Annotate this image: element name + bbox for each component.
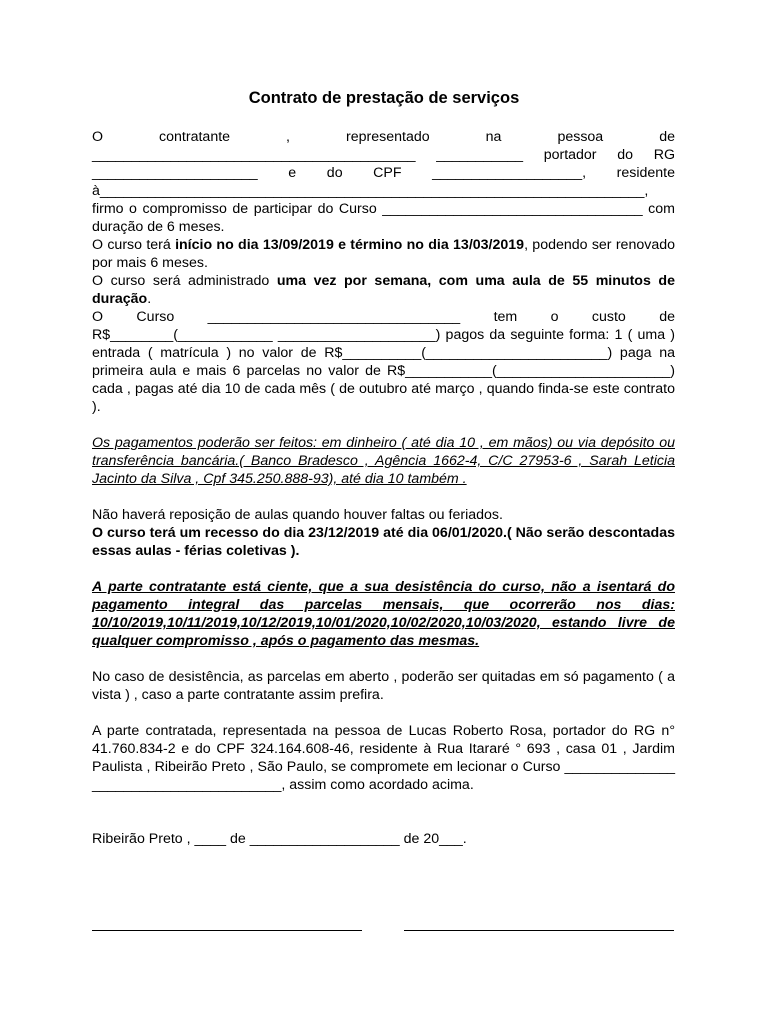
outstanding-installments-paragraph: No caso de desistência, as parcelas em aberto , poderão ser quitadas em só pagamento ( a vista ) , caso a parte contratante assim prefira.: [92, 669, 675, 703]
contractor-signature-line: [92, 914, 362, 931]
course-dates-renewal: , podendo ser renovado por mais 6 meses.: [92, 237, 675, 271]
course-dates-paragraph: [92, 236, 675, 272]
recess-paragraph: O curso terá um recesso do dia 23/12/2019 até dia 06/01/2020.( Não serão descontadas essas aulas - férias coletivas ).: [92, 525, 675, 559]
document-title: Contrato de prestação de serviços: [248, 89, 520, 107]
course-schedule-bold: uma vez por semana, com uma aula de 55 minutos de duração: [92, 273, 675, 307]
payment-methods-paragraph: Os pagamentos poderão ser feitos: em dinheiro ( até dia 10 , em mãos) ou via depósito ou transferência bancária.( Banco Bradesco , Agência 1662-4, C/C 27953-6 , Sarah Leticia Jacinto da Silva , Cpf 345.250.888-93), até dia 10 também .: [92, 435, 675, 487]
no-replacement-paragraph: Não haverá reposição de aulas quando houver faltas ou feriados.: [92, 507, 503, 523]
course-dates-intro: O curso terá: [92, 237, 176, 253]
place-date-line: Ribeirão Preto , ____ de ___________________ de 20___.: [92, 831, 467, 847]
course-schedule-paragraph: [92, 272, 675, 308]
course-cost-paragraph: O Curso ________________________________ tem o custo de R$________(____________ ____________________) pagos da seguinte forma: 1 ( uma ) entrada ( matrícula ) no valor de R$__________(_______________________) paga na primeira aula e mais 6 parcelas no valor de R$___________(______________________) cada , pagas até dia 10 de cada mês ( de outubro até março , quando finda-se este contrato ).: [92, 309, 675, 415]
contracted-party-paragraph: A parte contratada, representada na pessoa de Lucas Roberto Rosa, portador do RG n° 41.760.834-2 e do CPF 324.164.608-46, residente à Rua Itararé ° 693 , casa 01 , Jardim Paulista , Ribeirão Preto , São Paulo, se compromete em lecionar o Curso ______________ ________________________, assim como acordado acima.: [92, 723, 675, 793]
contractor-paragraph: O contratante , representado na pessoa de _________________________________________ ___________ portador do RG _____________________ e do CPF ___________________, residente à_____________________________________________________________________, firmo o compromisso de participar do Curso _________________________________ com duração de 6 meses.: [92, 129, 675, 235]
course-schedule-end: .: [147, 291, 152, 307]
course-schedule-intro: O curso será administrado: [92, 273, 277, 289]
document-body: [92, 128, 675, 848]
contracted-signature-line: [404, 914, 674, 931]
course-dates-bold: início no dia 13/09/2019 e término no dia 13/03/2019: [175, 237, 525, 253]
withdrawal-clause-paragraph: A parte contratante está ciente, que a sua desistência do curso, não a isentará do pagamento integral das parcelas mensais, que ocorrerão nos dias: 10/10/2019,10/11/2019,10/12/2019,10/01/2020,10/02/2020,10/03/2020, estando livre de qualquer compromisso , após o pagamento das mesmas.: [92, 579, 675, 649]
